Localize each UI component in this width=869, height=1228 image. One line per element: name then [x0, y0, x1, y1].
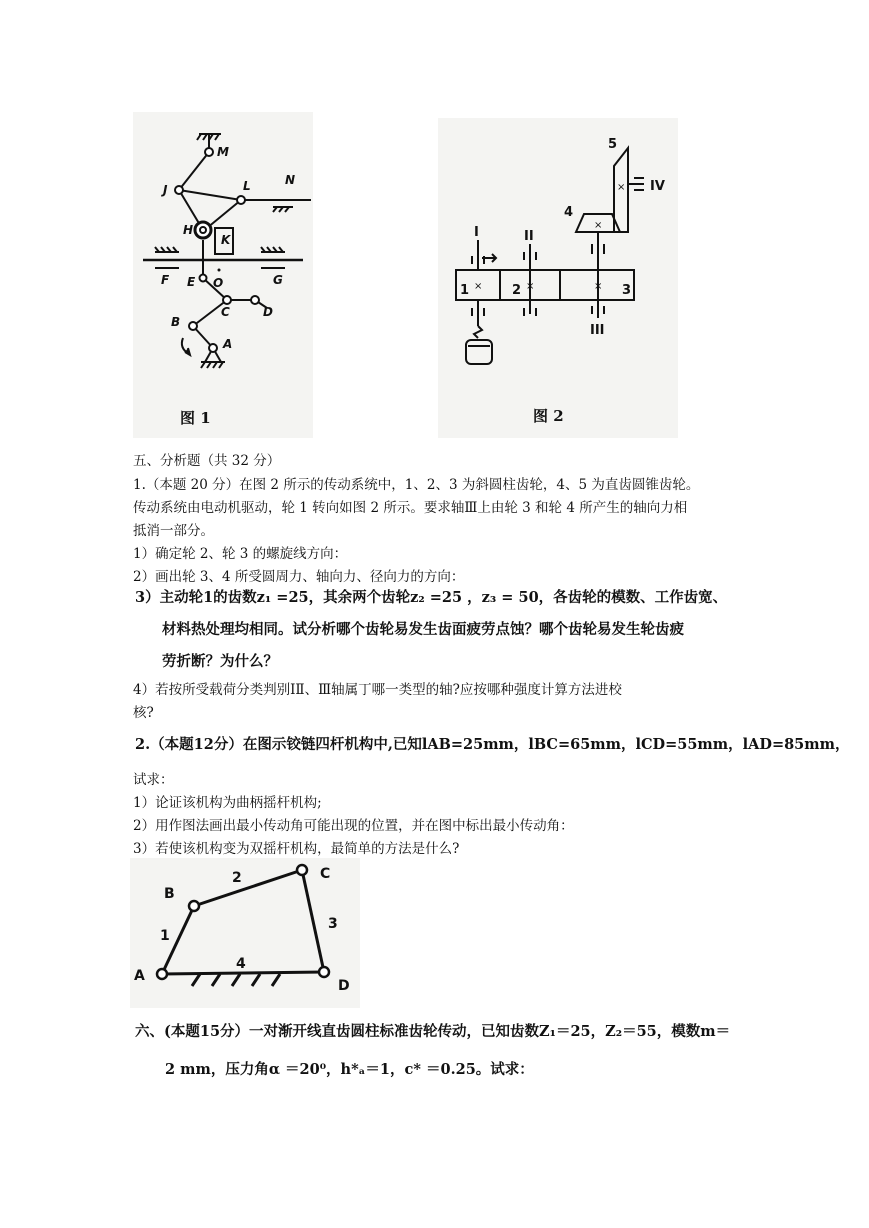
fig3-label-link-1: 1: [160, 928, 170, 944]
fig3-label-link-3: 3: [328, 916, 338, 932]
fig1-label-F: F: [161, 273, 170, 287]
q1-item-3-line-c: 劳折断？为什么？: [162, 653, 278, 670]
fig2-mark-1: ×: [474, 281, 483, 292]
fig2-label-gear2: 2: [512, 283, 522, 298]
fig2-label-gear1: 1: [460, 283, 470, 298]
fig3-label-D: D: [338, 978, 350, 994]
fig1-label-M: M: [217, 145, 229, 159]
fig2-label-II: II: [524, 229, 534, 244]
fig1-label-A: A: [223, 337, 233, 351]
fig2-label-gear5: 5: [608, 137, 618, 152]
q1-item-3-line-a: 3）主动轮1的齿数z₁ =25，其余两个齿轮z₂ =25 ，z₃ = 50，各齿轮的模数、工作齿宽、: [135, 589, 728, 606]
figure-3-four-bar-linkage: [130, 858, 360, 1008]
fig3-label-B: B: [164, 886, 175, 902]
q2-item-1: 1）论证该机构为曲柄摇杆机构;: [133, 795, 322, 811]
fig1-label-L: L: [243, 179, 251, 193]
fig2-label-gear4: 4: [564, 205, 574, 220]
fig3-label-A: A: [134, 968, 145, 984]
section-5-heading: 五、分析题（共 32 分）: [133, 453, 281, 469]
figure-2-caption: 图 2: [533, 407, 564, 425]
q2-item-3: 3）若使该机构变为双摇杆机构，最简单的方法是什么?: [133, 841, 460, 857]
fig1-label-H: H: [183, 223, 194, 237]
fig2-label-III: III: [590, 323, 605, 338]
fig1-label-E: E: [187, 275, 196, 289]
q1-text-line-3: 抵消一部分。: [133, 523, 214, 539]
figure-1-caption: 图 1: [180, 409, 211, 427]
q2-stem: 2.（本题12分）在图示铰链四杆机构中,已知lAB=25mm，lBC=65mm，lCD=55mm，lAD=85mm，: [135, 736, 850, 753]
q2-ask: 试求：: [133, 772, 174, 788]
q2-item-2: 2）用作图法画出最小传动角可能出现的位置，并在图中标出最小传动角：: [133, 818, 574, 834]
fig2-label-IV: IV: [650, 179, 665, 194]
fig1-label-N: N: [285, 173, 296, 187]
fig2-mark-4: ×: [594, 220, 603, 231]
q1-text-line-1: 1.（本题 20 分）在图 2 所示的传动系统中，1、2、3 为斜圆柱齿轮，4、5 为直齿圆锥齿轮。: [133, 477, 700, 493]
fig1-label-O: O: [213, 276, 224, 290]
q1-item-4-line-b: 核?: [133, 705, 154, 721]
fig2-mark-3: ×: [594, 281, 603, 292]
fig2-mark-2: ×: [526, 281, 535, 292]
fig1-label-K: K: [221, 233, 231, 247]
fig2-label-gear3: 3: [622, 283, 632, 298]
fig2-mark-5: ×: [617, 182, 626, 193]
q1-item-1: 1）确定轮 2、轮 3 的螺旋线方向：: [133, 546, 348, 562]
fig1-label-B: B: [171, 315, 181, 329]
section-6-line-2: 2 mm，压力角α ＝20⁰，h*ₐ＝1，c* ＝0.25。试求：: [165, 1061, 534, 1078]
section-6-line-1: 六、(本题15分）一对渐开线直齿圆柱标准齿轮传动，已知齿数Z₁＝25，Z₂＝55，模数m＝: [135, 1023, 731, 1040]
figure-2-gear-train-diagram: [438, 118, 678, 438]
fig3-label-link-2: 2: [232, 870, 242, 886]
q1-item-3-line-b: 材料热处理均相同。试分析哪个齿轮易发生齿面疲劳点蚀？哪个齿轮易发生轮齿疲: [162, 621, 684, 638]
fig1-label-G: G: [273, 273, 283, 287]
fig1-label-C: C: [221, 305, 230, 319]
q1-item-2: 2）画出轮 3、4 所受圆周力、轴向力、径向力的方向：: [133, 569, 465, 585]
q1-item-4-line-a: 4）若按所受载荷分类判别ⅠⅡ、Ⅲ轴属丁哪一类型的轴?应按哪种强度计算方法进校: [133, 682, 622, 698]
fig1-label-J: J: [163, 183, 168, 197]
fig2-label-I: I: [474, 225, 479, 240]
figure-1-mechanism-diagram: [133, 112, 313, 438]
fig3-label-link-4: 4: [236, 956, 246, 972]
q1-text-line-2: 传动系统由电动机驱动，轮 1 转向如图 2 所示。要求轴Ⅲ上由轮 3 和轮 4 所产生的轴向力相: [133, 500, 688, 516]
fig1-label-D: D: [263, 305, 273, 319]
fig3-label-C: C: [320, 866, 331, 882]
